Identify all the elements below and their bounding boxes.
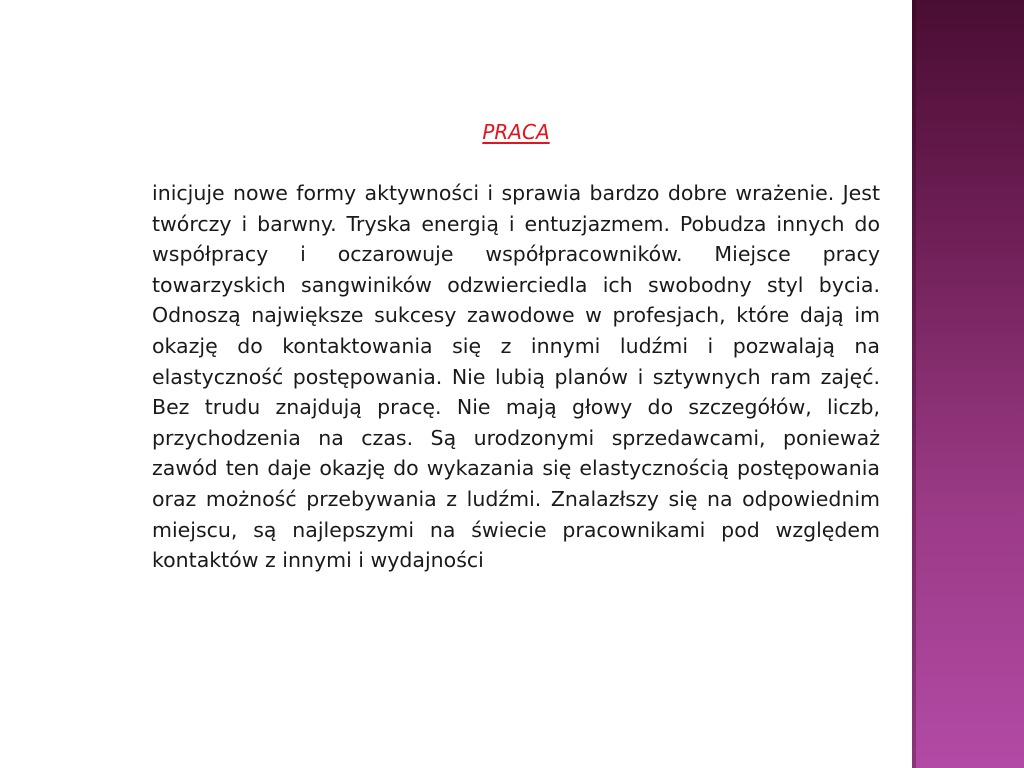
slide-title: PRACA: [482, 120, 550, 144]
slide-body-text: inicjuje nowe formy aktywności i sprawia bardzo dobre wrażenie. Jest twórczy i barwny. Tryska energią i entuzjazmem. Pobudza innych do współpracy i oczarowuje współpracowników. Miejsce pracy towarzyskich sangwiników odzwierciedla ich swobodny styl bycia. Odnoszą największe sukcesy zawodowe w profesjach, które dają im okazję do kontaktowania się z innymi ludźmi i pozwalają na elastyczność postępowania. Nie lubią planów i sztywnych ram zajęć. Bez trudu znajdują pracę. Nie mają głowy do szczegółów, liczb, przychodzenia na czas. Są urodzonymi sprzedawcami, ponieważ zawód ten daje okazję do wykazania się elastycznością postępowania oraz możność przebywania z ludźmi. Znalazłszy się na odpowiednim miejscu, są najlepszymi na świecie pracownikami pod względem kontaktów z innymi i wydajności: [152, 181, 880, 573]
decorative-side-band: [912, 0, 1024, 768]
decorative-side-band-edge: [912, 0, 916, 768]
